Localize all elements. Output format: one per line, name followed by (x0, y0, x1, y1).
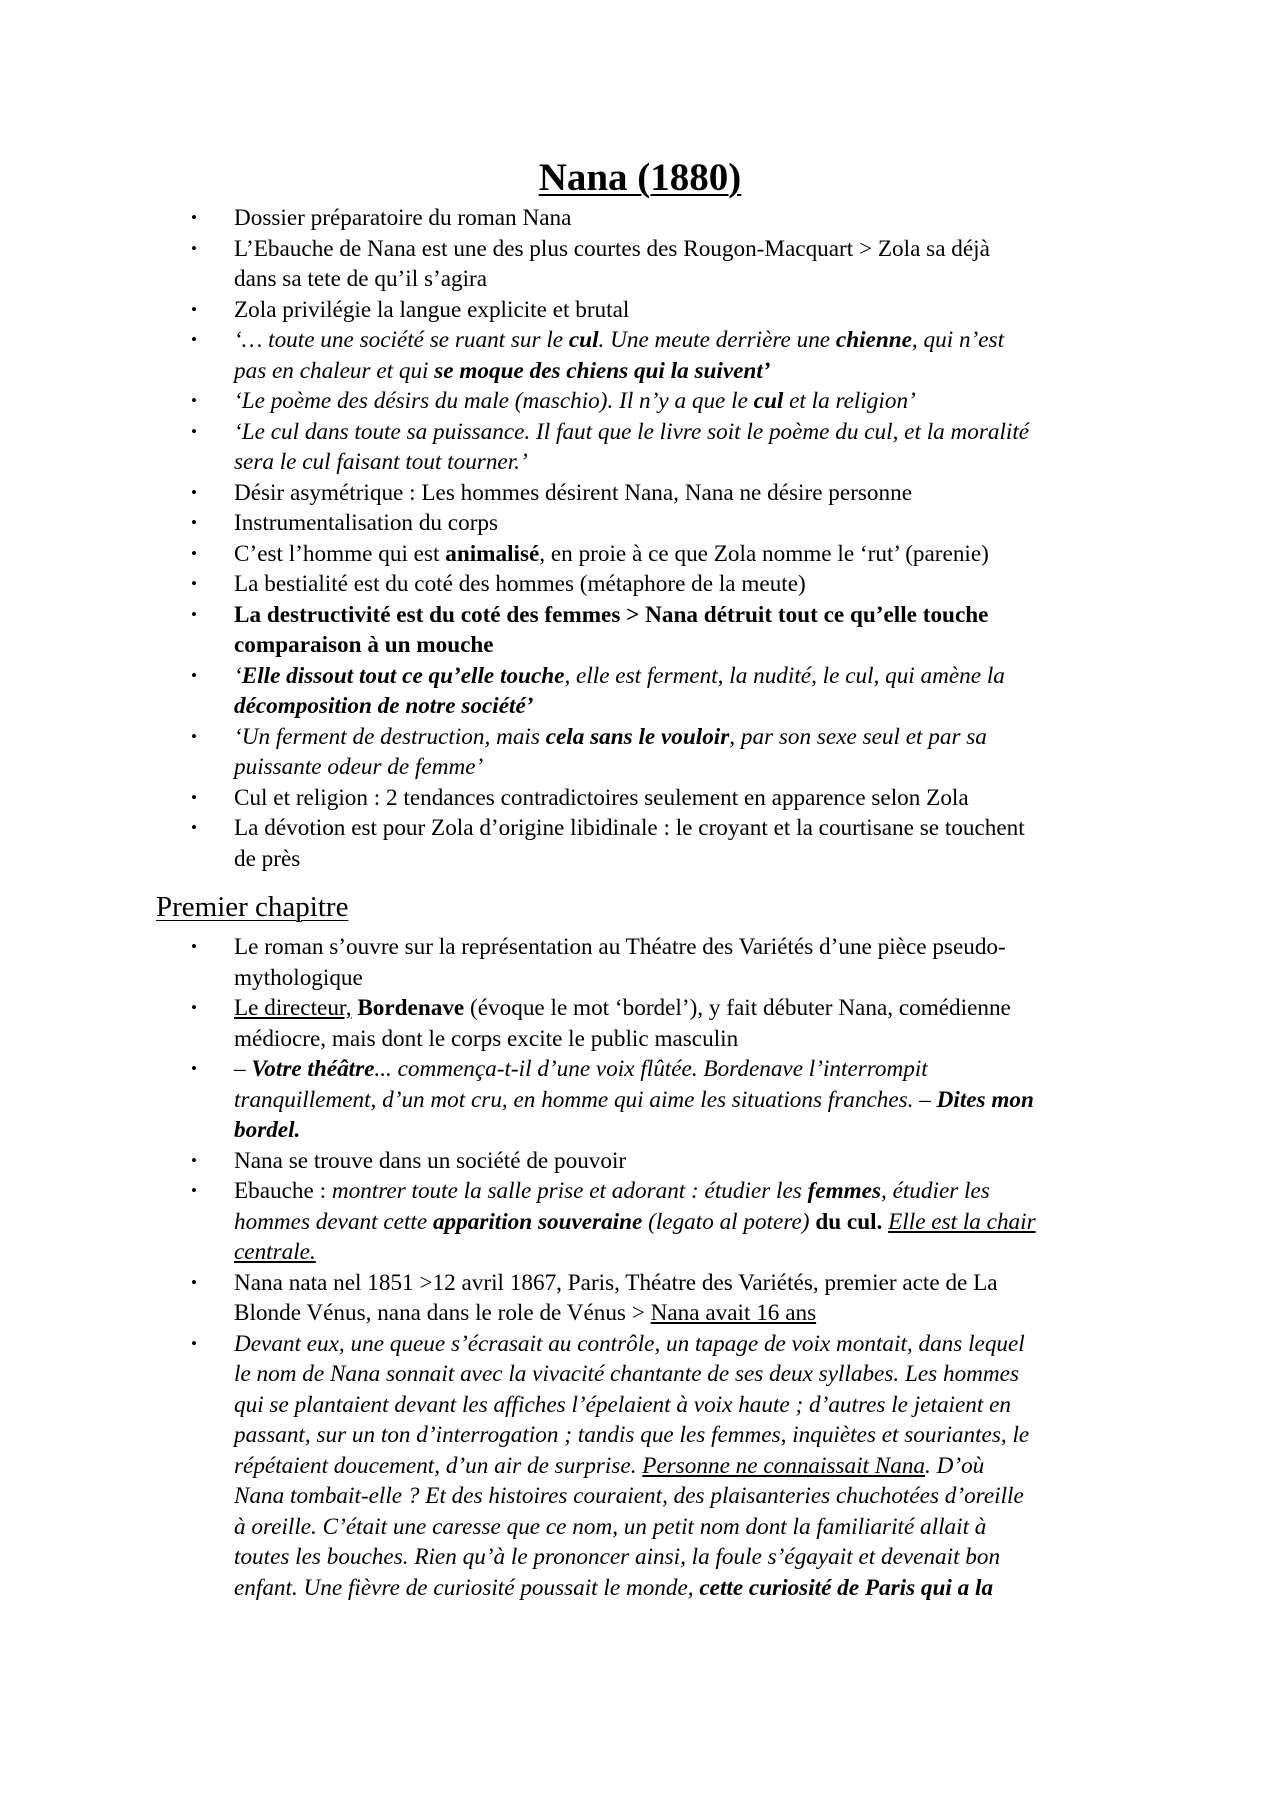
bullet-icon: • (191, 1181, 197, 1200)
bullet-icon: • (191, 1272, 197, 1292)
list-item (191, 508, 1141, 539)
text-run: cela sans le vouloir (545, 723, 730, 750)
bullet-icon: • (191, 937, 197, 956)
text-run: ‘ (234, 662, 242, 689)
text-run: Le roman s’ouvre sur la représentation au Théatre des Variétés d’une pièce pseudo- (234, 934, 1006, 960)
text-run: , par son sexe seul et par sa (729, 723, 987, 750)
text-run: décomposition de notre société’ (234, 693, 534, 719)
text-run: toutes les bouches. Rien qu’à le prononcer ainsi, la foule s’égayait et devenait bon (234, 1544, 1001, 1570)
bullet-icon: • (191, 543, 197, 563)
bullet-icon: • (191, 787, 197, 807)
bullet-icon: • (191, 299, 197, 319)
bullet-icon: • (191, 1333, 197, 1353)
text-run: femmes (807, 1178, 881, 1204)
text-run: , en proie à ce que Zola nomme le ‘rut’ (parenie) (539, 540, 989, 567)
bullet-icon: • (191, 391, 197, 410)
text-run: Blonde Vénus, nana dans le role de Vénus > (234, 1300, 651, 1326)
list-item (191, 600, 1141, 661)
bullet-icon: • (191, 818, 197, 837)
bullet-icon: • (191, 998, 197, 1017)
text-run: , elle est ferment, la nudité, le cul, qui amène la (564, 662, 1005, 689)
page-title: Nana (1880) (538, 156, 742, 199)
text-run: ‘Le cul dans toute sa puissance. Il faut que le livre soit le poème du cul, et la moralité (234, 418, 1030, 445)
text-run: . D’où (925, 1452, 985, 1479)
text-run: dans sa tete de qu’il s’agira (234, 266, 488, 292)
list-item (191, 813, 1141, 874)
text-run: C’est l’homme qui est (234, 540, 446, 567)
text-run: Nana tombait-elle ? Et des histoires couraient, des plaisanteries chuchotées d’oreille (234, 1483, 1024, 1509)
bullet-icon: • (191, 513, 197, 532)
list-item (191, 661, 1141, 722)
text-run: Dossier préparatoire du roman Nana (234, 205, 572, 231)
list-item (191, 783, 1141, 814)
list-item (191, 722, 1141, 783)
text-run: animalisé (445, 540, 540, 567)
text-run: Personne ne connaissait Nana (642, 1452, 926, 1479)
bullet-list-intro (191, 203, 1141, 874)
text-run: médiocre, mais dont le corps excite le public masculin (234, 1025, 739, 1052)
text-run: Dites mon (936, 1086, 1034, 1113)
text-run: le nom de Nana sonnait avec la vivacité chantante de ses deux syllabes. Les hommes (234, 1361, 1019, 1387)
text-run: sera le cul faisant tout tourner.’ (234, 449, 528, 475)
text-run: La bestialité est du coté des hommes (métaphore de la meute) (234, 571, 806, 597)
text-run: bordel. (234, 1117, 301, 1143)
list-item (191, 993, 1141, 1054)
text-run: , qui n’est (911, 327, 1005, 353)
bullet-icon: • (191, 330, 197, 349)
list-item (191, 386, 1141, 417)
text-run: se moque des chiens qui la suivent’ (434, 357, 771, 384)
text-run: La destructivité est du coté des femmes > Nana détruit tout ce qu’elle touche (234, 601, 989, 628)
text-run: et la religion’ (783, 388, 916, 414)
text-run: Le directeur, (234, 995, 352, 1021)
text-run: Désir asymétrique : Les hommes désirent Nana, Nana ne désire personne (234, 479, 913, 506)
text-run: montrer toute la salle prise et adorant : étudier les (331, 1178, 808, 1204)
text-run: puissante odeur de femme’ (234, 754, 484, 780)
list-item (191, 569, 1141, 600)
text-run: qui se plantaient devant les affiches l’épelaient à voix haute ; d’autres le jetaient en (234, 1391, 1011, 1418)
text-run: chienne (835, 327, 912, 353)
text-run: ‘Un ferment de destruction, mais (234, 723, 546, 750)
list-item (191, 234, 1141, 295)
bullet-icon: • (191, 665, 197, 685)
text-run: , étudier les (880, 1178, 990, 1204)
text-run: cette curiosité de Paris qui a la (699, 1574, 994, 1601)
bullet-icon: • (191, 604, 197, 624)
text-run: (legato al potere) (642, 1208, 816, 1235)
list-item (191, 539, 1141, 570)
text-run: ... commença-t-il d’une voix flûtée. Bordenave l’interrompit (374, 1056, 928, 1082)
text-run: enfant. Une fièvre de curiosité poussait le monde, (234, 1574, 700, 1601)
bullet-icon: • (191, 421, 197, 441)
text-run: répétaient doucement, d’un air de surprise. (234, 1452, 643, 1479)
list-item (191, 295, 1141, 326)
list-item (191, 325, 1141, 386)
bullet-icon: • (191, 726, 197, 746)
text-run: du cul. (815, 1208, 883, 1235)
text-run: Nana se trouve dans un société de pouvoir (234, 1147, 627, 1174)
bullet-icon: • (191, 574, 197, 593)
text-run: Devant eux, une queue s’écrasait au contrôle, un tapage de voix montait, dans lequel (234, 1330, 1025, 1357)
list-item (191, 1054, 1141, 1146)
text-run: centrale. (234, 1239, 316, 1265)
bullet-icon: • (191, 208, 197, 227)
section-heading: Premier chapitre (156, 891, 349, 923)
text-run: Zola privilégie la langue explicite et brutal (234, 296, 630, 323)
text-run: cul (753, 388, 784, 414)
list-item (191, 203, 1141, 234)
text-run: à oreille. C’était une caresse que ce nom, un petit nom dont la familiarité allait à (234, 1513, 987, 1540)
text-run: ‘… toute une société se ruant sur le (234, 327, 569, 353)
text-run: Cul et religion : 2 tendances contradictoires seulement en apparence selon Zola (234, 784, 969, 811)
list-item (191, 1176, 1141, 1268)
text-run: Bordenave (357, 995, 465, 1021)
text-run: de près (234, 845, 301, 872)
text-run: ‘Le poème des désirs du male (maschio). Il n’y a que le (234, 388, 754, 414)
list-item (191, 1329, 1141, 1604)
text-run: Nana avait 16 ans (650, 1300, 817, 1326)
text-run: L’Ebauche de Nana est une des plus courtes des Rougon-Macquart > Zola sa déjà (234, 235, 990, 262)
bullet-icon: • (191, 238, 197, 258)
text-run: Votre théâtre (251, 1056, 375, 1082)
text-run: (évoque le mot ‘bordel’), y fait débuter Nana, comédienne (464, 995, 1011, 1021)
text-run: Instrumentalisation du corps (234, 510, 499, 536)
bullet-list-premier-chapitre (191, 932, 1141, 1603)
text-run: Elle dissout tout ce qu’elle touche (241, 662, 565, 689)
text-run: La dévotion est pour Zola d’origine libidinale : le croyant et la courtisane se touchent (234, 815, 1025, 841)
text-run: mythologique (234, 964, 363, 991)
text-run: cul (568, 327, 599, 353)
list-item (191, 478, 1141, 509)
text-run: Nana nata nel 1851 >12 avril 1867, Paris, Théatre des Variétés, premier acte de La (234, 1269, 998, 1296)
list-item (191, 417, 1141, 478)
bullet-icon: • (191, 1059, 197, 1078)
text-run: pas en chaleur et qui (234, 357, 435, 384)
list-item (191, 932, 1141, 993)
bullet-icon: • (191, 482, 197, 502)
text-run: tranquillement, d’un mot cru, en homme qui aime les situations franches. – (234, 1086, 937, 1113)
list-item (191, 1146, 1141, 1177)
text-run: passant, sur un ton d’interrogation ; tandis que les femmes, inquiètes et souriantes, le (234, 1422, 1030, 1448)
list-item (191, 1268, 1141, 1329)
text-run: – (234, 1056, 252, 1082)
text-run: hommes devant cette (234, 1208, 433, 1235)
text-run: comparaison à un mouche (234, 632, 494, 658)
text-run: . Une meute derrière une (598, 327, 836, 353)
text-run: Ebauche : (234, 1178, 332, 1204)
bullet-icon: • (191, 1150, 197, 1170)
text-run: Elle est la chair (888, 1208, 1036, 1235)
text-run: apparition souveraine (432, 1208, 643, 1235)
